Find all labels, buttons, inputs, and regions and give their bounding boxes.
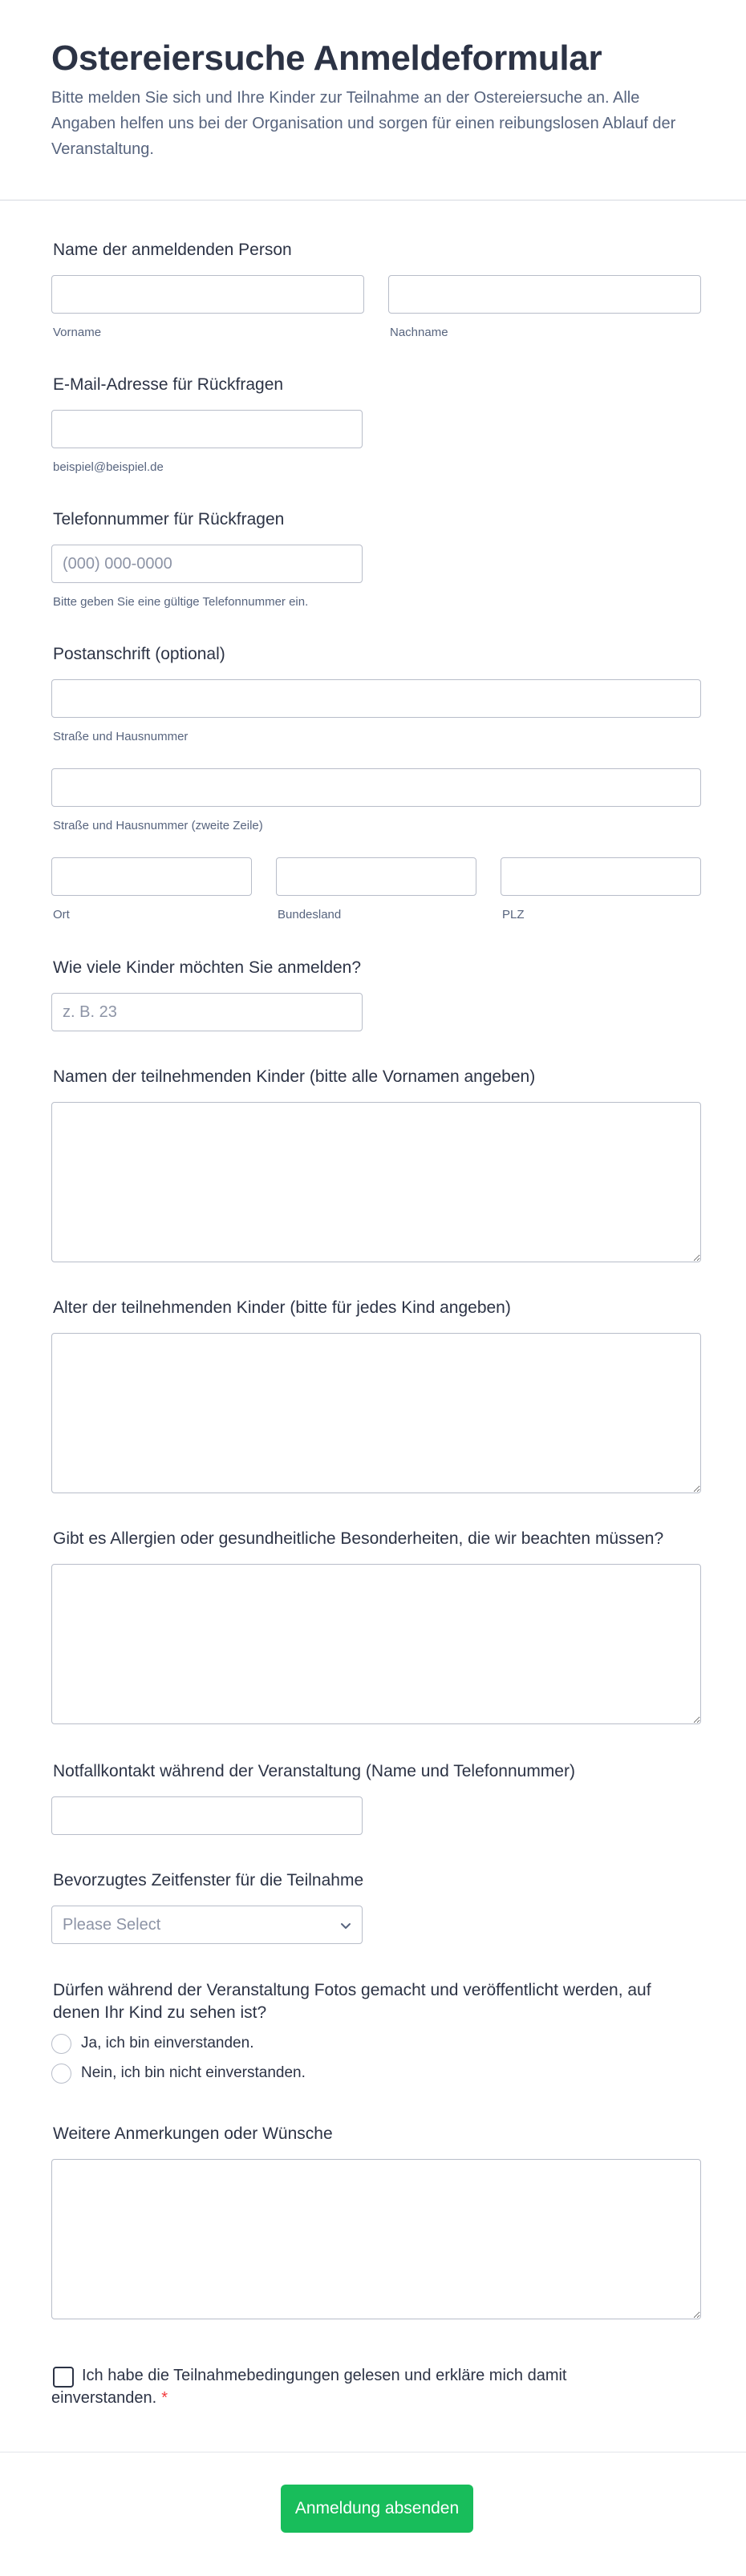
photos-option-no[interactable] [51,2061,306,2085]
first-name-input[interactable] [51,275,364,314]
timeslot-select[interactable] [51,1906,363,1944]
email-label: E-Mail-Adresse für Rückfragen [53,375,284,394]
name-label: Name der anmeldenden Person [53,241,292,259]
street2-input[interactable] [51,768,701,807]
last-name-sublabel: Nachname [390,326,448,339]
first-name-sublabel: Vorname [53,326,102,339]
phone-sublabel: Bitte geben Sie eine gültige Telefonnummer ein. [53,595,309,609]
form-header [0,0,746,200]
radio-yes[interactable] [51,2034,71,2054]
remarks-label: Weitere Anmerkungen oder Wünsche [53,2124,333,2143]
remarks-textarea[interactable] [51,2159,701,2319]
chevron-down-icon [339,1919,352,1932]
emergency-input[interactable] [51,1796,363,1835]
consent-label: Ich habe die Teilnahmebedingungen gelesen und erkläre mich damit einverstanden. [51,2367,567,2407]
city-input[interactable] [51,857,252,896]
radio-no[interactable] [51,2064,71,2084]
city-sublabel: Ort [53,908,70,921]
address-label: Postanschrift (optional) [53,645,225,663]
email-input[interactable] [51,410,363,448]
form-title: Ostereiersuche Anmeldeformular [51,38,602,78]
email-sublabel: beispiel@beispiel.de [53,460,164,474]
children-count-label: Wie viele Kinder möchten Sie anmelden? [53,958,362,977]
allergies-label: Gibt es Allergien oder gesundheitliche Besonderheiten, die wir beachten müssen? [53,1529,664,1548]
allergies-textarea[interactable] [51,1564,701,1724]
last-name-input[interactable] [388,275,701,314]
photos-option-yes[interactable] [51,2031,253,2056]
children-count-input[interactable] [51,993,363,1031]
phone-label: Telefonnummer für Rückfragen [53,510,285,529]
submit-button[interactable]: Anmeldung absenden [281,2485,473,2533]
consent-text [51,2364,629,2409]
zip-sublabel: PLZ [502,908,525,921]
street-sublabel: Straße und Hausnummer [53,730,189,743]
required-mark: * [161,2389,168,2407]
timeslot-label: Bevorzugtes Zeitfenster für die Teilnahme [53,1871,364,1889]
children-ages-label: Alter der teilnehmenden Kinder (bitte für jedes Kind angeben) [53,1298,511,1317]
street-input[interactable] [51,679,701,718]
state-input[interactable] [276,857,476,896]
timeslot-selected-value: Please Select [63,1916,161,1934]
emergency-label: Notfallkontakt während der Veranstaltung (Name und Telefonnummer) [53,1762,575,1780]
photos-label: Dürfen während der Veranstaltung Fotos gemacht und veröffentlicht werden, auf denen Ihr Kind zu sehen ist? [53,1981,651,2022]
state-sublabel: Bundesland [278,908,342,921]
children-ages-textarea[interactable] [51,1333,701,1493]
zip-input[interactable] [501,857,701,896]
form-description: Bitte melden Sie sich und Ihre Kinder zur Teilnahme an der Ostereiersuche an. Alle Angaben helfen uns bei der Organisation und sorgen für einen reibungslosen Ablauf der Veranstaltung. [51,89,676,158]
photos-option-yes-label: Ja, ich bin einverstanden. [81,2035,254,2051]
photos-option-no-label: Nein, ich bin nicht einverstanden. [81,2064,306,2081]
phone-input[interactable] [51,545,363,583]
children-names-textarea[interactable] [51,1102,701,1262]
children-names-label: Namen der teilnehmenden Kinder (bitte alle Vornamen angeben) [53,1067,536,1086]
street2-sublabel: Straße und Hausnummer (zweite Zeile) [53,819,263,832]
